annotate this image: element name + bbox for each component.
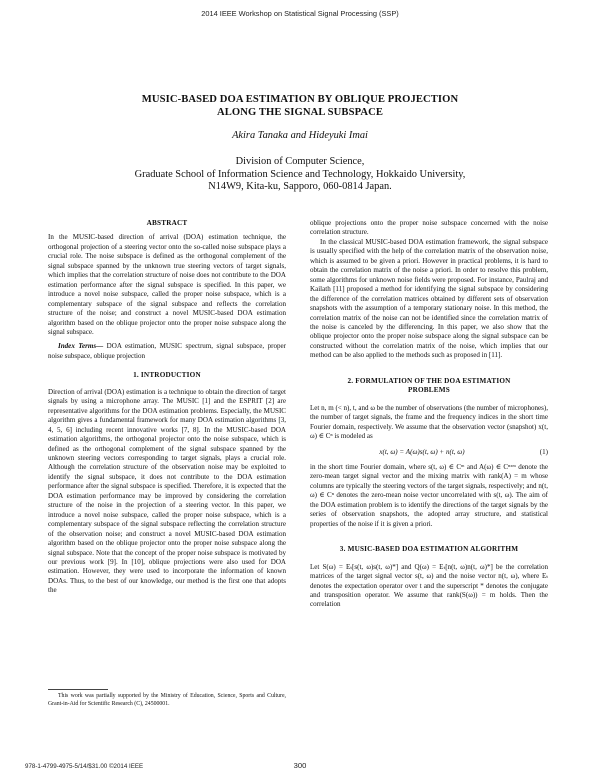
equation-number: (1) [539,447,548,456]
affiliation-line: Division of Computer Science, [235,156,365,167]
title-line-2: ALONG THE SIGNAL SUBSPACE [216,106,384,118]
index-terms [48,342,286,361]
authors: Akira Tanaka and Hideyuki Imai [232,130,368,141]
left-column [48,219,286,596]
formulation-paragraph-1: Let n, m (< n), t, and ω be the number of observations (the number of microphones), the number of target signals, the frame and the frequency indices in the short time Fourier domain, respectively. We assume that the observation vector (snapshot) x(t, ω) ∈ Cⁿ is modeled as [310,403,548,441]
paper-title [60,94,540,119]
introduction-heading: 1. INTRODUCTION [133,371,201,380]
right-paragraph-1: oblique projections onto the proper noise subspace concerned with the noise correlation structure. [310,219,548,237]
affiliation-line: N14W9, Kita-ku, Sapporo, 060-0814 Japan. [208,181,392,193]
conference-header: 2014 IEEE Workshop on Statistical Signal Processing (SSP) [201,9,399,18]
right-column [310,219,548,610]
affiliation-line: Graduate School of Information Science and Technology, Hokkaido University, [134,168,466,180]
formulation-heading-line-1: 2. FORMULATION OF THE DOA ESTIMATION [347,376,511,385]
abstract-text: In the MUSIC-based direction of arrival (DOA) estimation technique, the orthogonal projection of a steering vector onto the so-called noise subspace plays a crucial role. The noise subspace is defined as the orthogonal complement of the signal subspace spanned by the unknown true steering vectors of target signals, which implies that the correlation structure of noise does not contribute to the DOA estimation performance after the signal subspace is specified. In this paper, we introduce a novel noise subspace, called the proper noise subspace, which is a complementary subspace of the signal subspace and reflects the correlation structure of the noise; and construct a novel MUSIC-based DOA estimation algorithm based on the oblique projector onto the proper noise subspace along the signal subspace. [48,233,286,336]
index-terms-text: DOA estimation, MUSIC spectrum, signal subspace, proper noise subspace, oblique projection [48,342,286,360]
introduction-text: Direction of arrival (DOA) estimation is a technique to obtain the direction of target signals by using a microphone array. The MUSIC [1] and the ESPRIT [2] are representative algorithms for the DOA estimation problems. Especially, the MUSIC algorithm gives a fundamental framework for many DOA estimation algorithms [3, 4, 5, 6] including recent innovative works [7, 8]. In the MUSIC-based DOA estimation algorithms, the orthogonal projector onto the noise subspace, which is defined as the orthogonal complement of the signal subspace spanned by the unknown steering vectors corresponding to target signals, plays a crucial role. Although the correlation structure of the observation noise may be exploited to identify the signal subspace, it does not contribute to the DOA estimation performance after the signal subspace is specified. Therefore, it is expected that the DOA estimation performance may be improved by considering the correlation structure of the noise in the projection of a steering vector. In this paper, we introduce a novel noise subspace, called the proper noise subspace, which is a complementary subspace of the signal subspace reflecting the correlation structure of the observation noise; and construct a novel MUSIC-based DOA estimation algorithm based on the oblique projector onto the proper noise subspace along the signal subspace. Note that the concept of the proper noise subspace is motivated by our previous work [9]. In [10], oblique projections were also used for DOA estimation. However, they were used to incorporate the information of known DOAs. Thus, to the best of our knowledge, our method is the first one that adopts the [48,387,286,595]
affiliation [60,156,540,194]
formulation-heading-line-2: PROBLEMS [408,386,450,395]
footnote-rule [48,689,108,690]
equation-1 [310,448,548,457]
title-line-1: MUSIC-BASED DOA ESTIMATION BY OBLIQUE PROJECTION [141,94,459,105]
equation-body: x(t, ω) = A(ω)s(t, ω) + n(t, ω) [379,447,465,456]
right-paragraph-2: In the classical MUSIC-based DOA estimation framework, the signal subspace is usually specified with the help of the correlation matrix of the observation noise, which is assumed to be given a priori. However in practical problems, it is hard to obtain the correlation matrix of the noise a priori. In order to resolve this problem, some algorithms for unknown noise fields were proposed. For instance, Paulraj and Kailath [11] proposed a method for identifying the signal subspace by considering the difference of the correlation matrices obtained by different sets of observation snapshots with the assumption of a temporary stationary noise. In this method, the correlation matrix of the noise can not be identified since the correlation matrix of the noise is canceled by the differencing. In this paper, we also show that the oblique projector onto the proper noise subspace along the signal subspace can be constructed without the correlation matrix of the noise, which implies that our method can be also applied to the methods such as proposed in [11]. [310,237,548,360]
footnote: This work was partially supported by the Ministry of Education, Science, Sports and Culture, Grant-in-Aid for Scientific Research (C), 24500001. [48,693,286,707]
formulation-heading [310,377,548,396]
isbn-copyright: 978-1-4799-4975-5/14/$31.00 ©2014 IEEE [25,763,144,770]
page-number: 300 [293,761,307,770]
index-terms-label: Index Terms— [58,342,104,351]
music-heading: 3. MUSIC-BASED DOA ESTIMATION ALGORITHM [339,545,519,554]
abstract-heading: ABSTRACT [146,219,188,227]
music-paragraph-1: Let S(ω) = Eₜ[s(t, ω)s(t, ω)*] and Q(ω) = Eₜ[n(t, ω)n(t, ω)*] be the correlation matrices of the target signal vector s(t, ω) and the noise vector n(t, ω), where Eₜ denotes the expectation operator over t and the superscript * denotes the conjugate and transposition operator. We assume that rank(S(ω)) = m holds. Then the correlation [310,562,548,609]
formulation-paragraph-2: in the short time Fourier domain, where s(t, ω) ∈ Cᵐ and A(ω) ∈ Cⁿˣᵐ denote the zero-mean target signal vector and the mixing matrix with rank(A) = m whose columns are typically the steering vectors of the target signals, respectively; and n(t, ω) ∈ Cⁿ denotes the zero-mean noise vector uncorrelated with s(t, ω). The aim of the DOA estimation problem is to identify the directions of the target signals by the series of observation snapshots, the adopted array structure, and statistical properties of the noise if it is given a priori. [310,462,548,528]
